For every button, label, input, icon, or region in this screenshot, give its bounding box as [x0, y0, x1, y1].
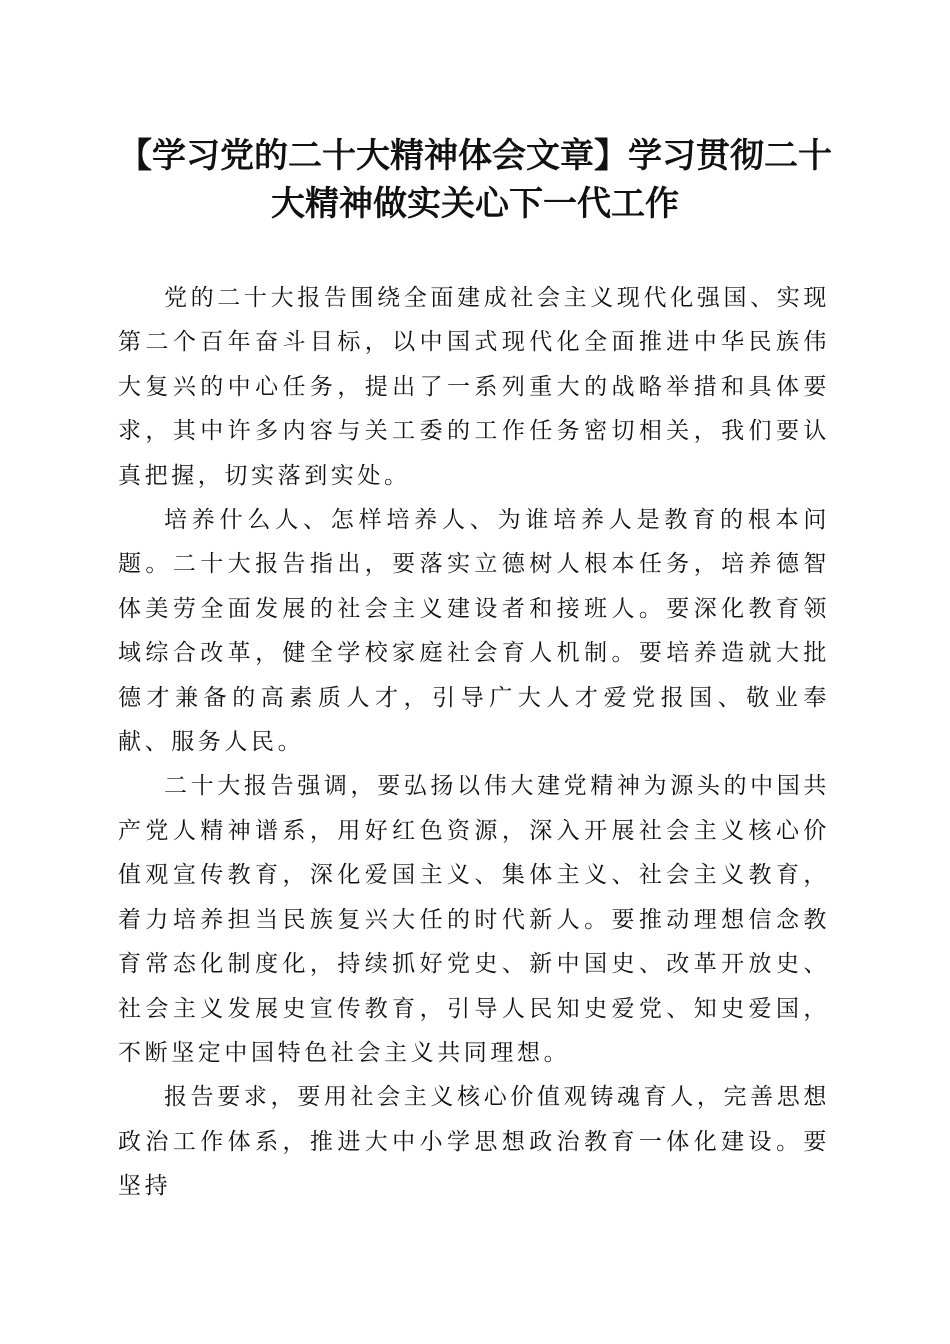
paragraph-4: 报告要求，要用社会主义核心价值观铸魂育人，完善思想政治工作体系，推进大中小学思想政治教育一体化建设。要坚持	[118, 1084, 830, 1200]
paragraph-1: 党的二十大报告围绕全面建成社会主义现代化强国、实现第二个百年奋斗目标，以中国式现代化全面推进中华民族伟大复兴的中心任务，提出了一系列重大的战略举措和具体要求，其中许多内容与关工委的工作任务密切相关，我们要认真把握，切实落到实处。	[118, 285, 830, 489]
document-title: 【学习党的二十大精神体会文章】学习贯彻二十大精神做实关心下一代工作	[118, 136, 832, 224]
paragraph-3: 二十大报告强调，要弘扬以伟大建党精神为源头的中国共产党人精神谱系，用好红色资源，深入开展社会主义核心价值观宣传教育，深化爱国主义、集体主义、社会主义教育，着力培养担当民族复兴大任的时代新人。要推动理想信念教育常态化制度化，持续抓好党史、新中国史、改革开放史、社会主义发展史宣传教育，引导人民知史爱党、知史爱国，不断坚定中国特色社会主义共同理想。	[118, 773, 830, 1066]
paragraph-2: 培养什么人、怎样培养人、为谁培养人是教育的根本问题。二十大报告指出，要落实立德树人根本任务，培养德智体美劳全面发展的社会主义建设者和接班人。要深化教育领域综合改革，健全学校家庭社会育人机制。要培养造就大批德才兼备的高素质人才，引导广大人才爱党报国、敬业奉献、服务人民。	[118, 507, 830, 756]
document-body	[118, 276, 830, 1209]
